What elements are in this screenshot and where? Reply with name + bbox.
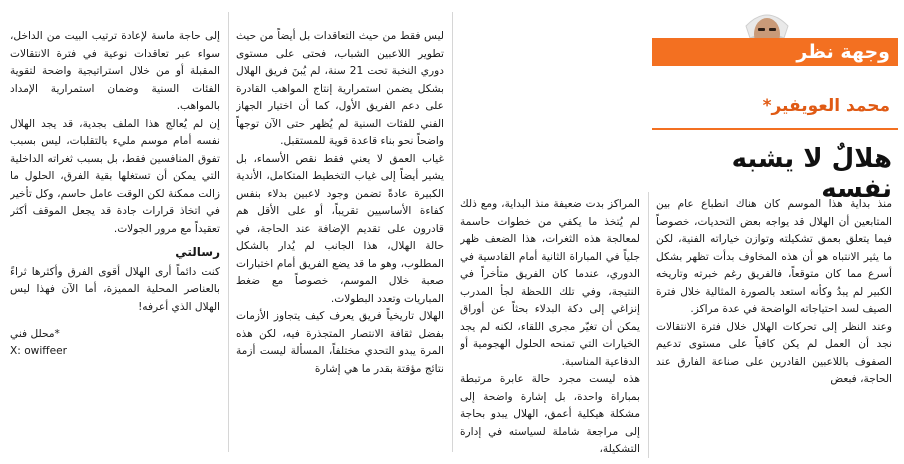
column-divider bbox=[648, 192, 649, 458]
paragraph: وعند النظر إلى تحركات الهلال خلال فترة الانتقالات نجد أن العمل لم يكن كافياً على مستوى تدعيم الصفوف باللاعبين القادرين على صناعة الفارق عند الحاجة، فبعض bbox=[656, 320, 892, 385]
author-name: محمد العويفير* bbox=[762, 96, 890, 116]
column-divider bbox=[228, 12, 229, 452]
paragraph: إن لم يُعالج هذا الملف بجدية، قد يجد الهلال نفسه أمام موسم مليء بالتقلبات، ليس بسبب تفوق المنافسين فقط، بل بسبب ثغراته الداخلية التي يمكن أن تستغلها بقية الفرق، الحلول ما زالت ممكنة لكن الوقت عامل حاسم، وكل تأخير في اتخاذ قرارات جادة قد يجعل الموقف أكثر تعقيداً مع مرور الجولات. bbox=[10, 117, 220, 235]
column-right bbox=[656, 196, 892, 460]
author-role: *محلل فني bbox=[10, 328, 60, 340]
paragraph: إلى حاجة ماسة لإعادة ترتيب البيت من الداخل، سواء عبر تعاقدات نوعية في فترة الانتقالات المقبلة أو من خلال استراتيجية واضحة لتقوية الفئات السنية وضمان استمرارية الإمداد بالمواهب. bbox=[10, 30, 220, 112]
article-header bbox=[652, 4, 898, 204]
section-banner: وجهة نظر bbox=[652, 38, 898, 66]
column-middle-left bbox=[236, 28, 444, 462]
author-divider bbox=[652, 128, 898, 130]
paragraph: ليس فقط من حيث التعاقدات بل أيضاً من حيث تطوير اللاعبين الشباب، فحتى على مستوى دوري النخبة تحت 21 سنة، لم يُبنَ فريق الهلال بشكل يضمن استمرارية إنتاج المواهب القادرة على دعم الفريق الأول، كما أن اختيار الجهاز الفني للفئات السنية لم يُظهر حتى الآن توجهاً واضحاً نحو بناء قاعدة قوية للمستقبل. bbox=[236, 30, 444, 147]
paragraph: منذ بداية هذا الموسم كان هناك انطباع عام بين المتابعين أن الهلال قد يواجه بعض التحديات، خصوصاً فيما يتعلق بعمق تشكيلته وتوازن خياراته الفنية، لكن ما يثير الانتباه هو أن هذه المخاوف بدأت تظهر بشكل أسرع مما كان متوقعاً، فالفريق رغم خبرته وتاريخه الكبير لم يبدُ وكأنه استعد بالصورة المثالية خلال فترة الصيف لسد احتياجاته الواضحة في عدة مراكز. bbox=[656, 198, 892, 315]
paragraph: غياب العمق لا يعني فقط نقص الأسماء، بل يشير أيضاً إلى غياب التخطيط المتكامل، الأندية الكبيرة عادةً تضمن وجود لاعبين بدلاء بنفس كفاءة الأساسيين تقريباً، أو على الأقل هم قادرون على تقديم الإضافة عند الحاجة، في حالة الهلال، هذا الجانب لم يُدار بالشكل المطلوب، وهو ما قد يضع الفريق أمام اختبارات صعبة خلال الموسم، خصوصاً مع ضغط المباريات وتعدد البطولات. bbox=[236, 152, 444, 305]
paragraph: هذه ليست مجرد حالة عابرة مرتبطة بمباراة واحدة، بل إشارة واضحة إلى مشكلة هيكلية أعمق، الهلال يبدو بحاجة إلى مراجعة شاملة لسياسته في إدارة التشكيلة، bbox=[460, 373, 640, 455]
paragraph: المراكز بدت ضعيفة منذ البداية، ومع ذلك لم يُتخذ ما يكفي من خطوات حاسمة لمعالجة هذه الثغرات، هذا الضعف ظهر جلياً في المباراة الثانية أمام القادسية في الدوري، عندما كان الفريق متأخراً في النتيجة، وفي تلك اللحظة لجأ المدرب إنزاغي إلى دكة البدلاء بحثاً عن أوراق يمكن أن تغيّر مجرى اللقاء، لكنه لم يجد الخيارات التي تمنحه الحلول الهجومية أو الدفاعية المناسبة. bbox=[460, 198, 640, 368]
column-divider bbox=[452, 12, 453, 452]
message-subhead: رسالتي bbox=[175, 245, 220, 259]
paragraph: الهلال تاريخياً فريق يعرف كيف يتجاوز الأزمات بفضل ثقافة الانتصار المتجذرة فيه، لكن هذه المرة يبدو التحدي مختلفاً، المسألة ليست أزمة نتائج مؤقتة بقدر ما هي إشارة bbox=[236, 310, 444, 375]
column-middle-right bbox=[460, 196, 640, 460]
article-headline: هلالٌ لا يشبه نفسه bbox=[731, 144, 892, 204]
message-paragraph: كنت دائماً أرى الهلال أقوى الفرق وأكثرها ثراءً بالعناصر المحلية المميزة، أما الآن فهذا ليس الهلال الذي أعرفه! bbox=[10, 265, 220, 313]
author-handle: X: owiffeer bbox=[10, 345, 67, 357]
column-left bbox=[10, 28, 220, 462]
